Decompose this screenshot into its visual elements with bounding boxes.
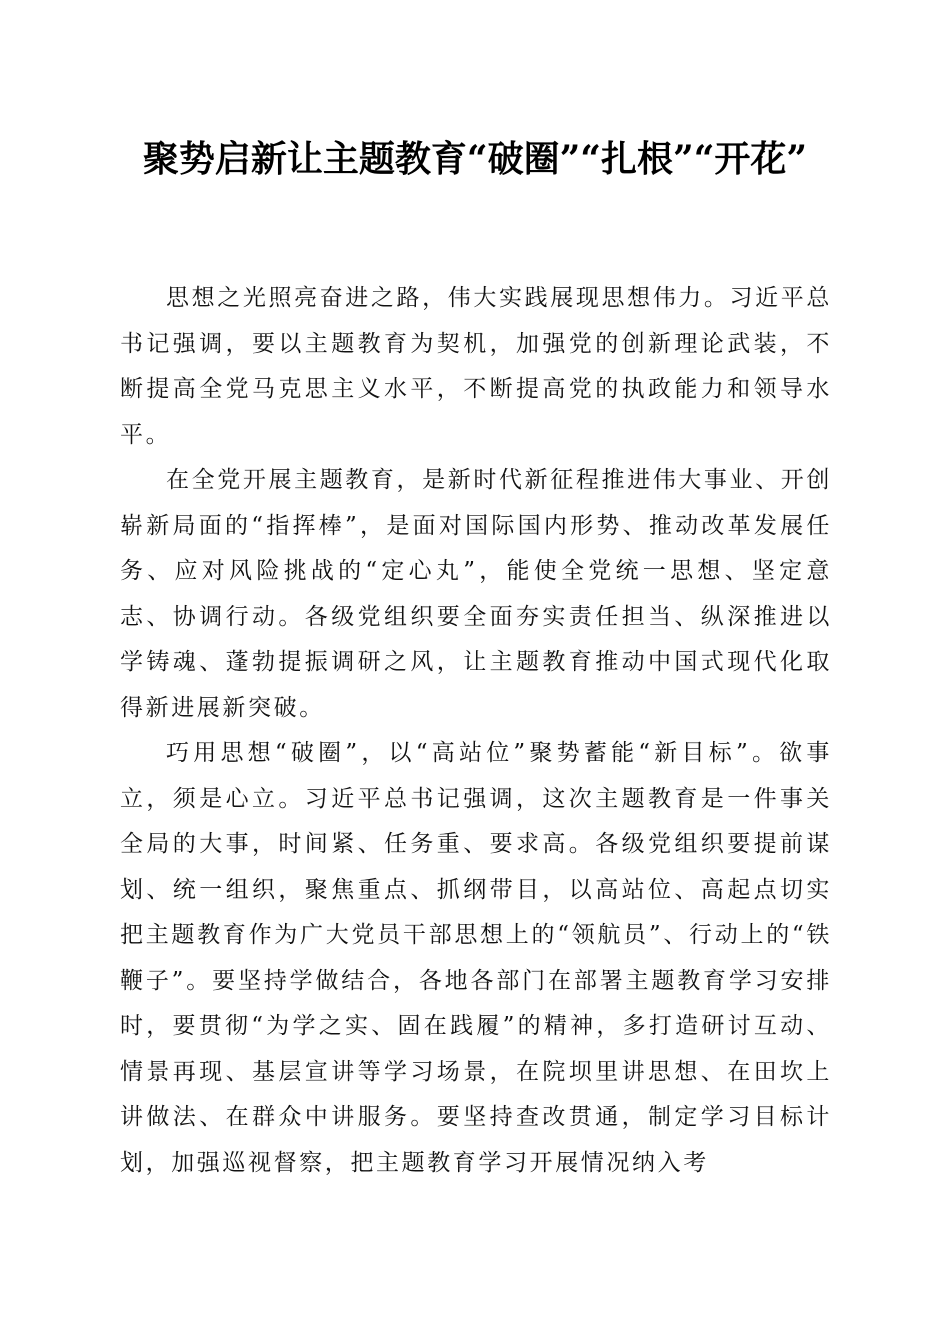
paragraph-2: 在全党开展主题教育，是新时代新征程推进伟大事业、开创崭新局面的“指挥棒”，是面对国际国内形势、推动改革发展任务、应对风险挑战的“定心丸”，能使全党统一思想、坚定意志、协调行动。各级党组织要全面夯实责任担当、纵深推进以学铸魂、蓬勃提振调研之风，让主题教育推动中国式现代化取得新进展新突破。 (120, 467, 832, 721)
paragraph-1: 思想之光照亮奋进之路，伟大实践展现思想伟力。习近平总书记强调，要以主题教育为契机，加强党的创新理论武装，不断提高全党马克思主义水平，不断提高党的执政能力和领导水平。 (120, 285, 832, 448)
document-body (120, 276, 832, 1186)
document-title: 聚势启新让主题教育“破圈”“扎根”“开花” (142, 138, 808, 180)
paragraph-3: 巧用思想“破圈”，以“高站位”聚势蓄能“新目标”。欲事立，须是心立。习近平总书记强调，这次主题教育是一件事关全局的大事，时间紧、任务重、要求高。各级党组织要提前谋划、统一组织，聚焦重点、抓纲带目，以高站位、高起点切实把主题教育作为广大党员干部思想上的“领航员”、行动上的“铁鞭子”。要坚持学做结合，各地各部门在部署主题教育学习安排时，要贯彻“为学之实、固在践履”的精神，多打造研讨互动、情景再现、基层宣讲等学习场景，在院坝里讲思想、在田坎上讲做法、在群众中讲服务。要坚持查改贯通，制定学习目标计划，加强巡视督察，把主题教育学习开展情况纳入考 (120, 740, 832, 1176)
